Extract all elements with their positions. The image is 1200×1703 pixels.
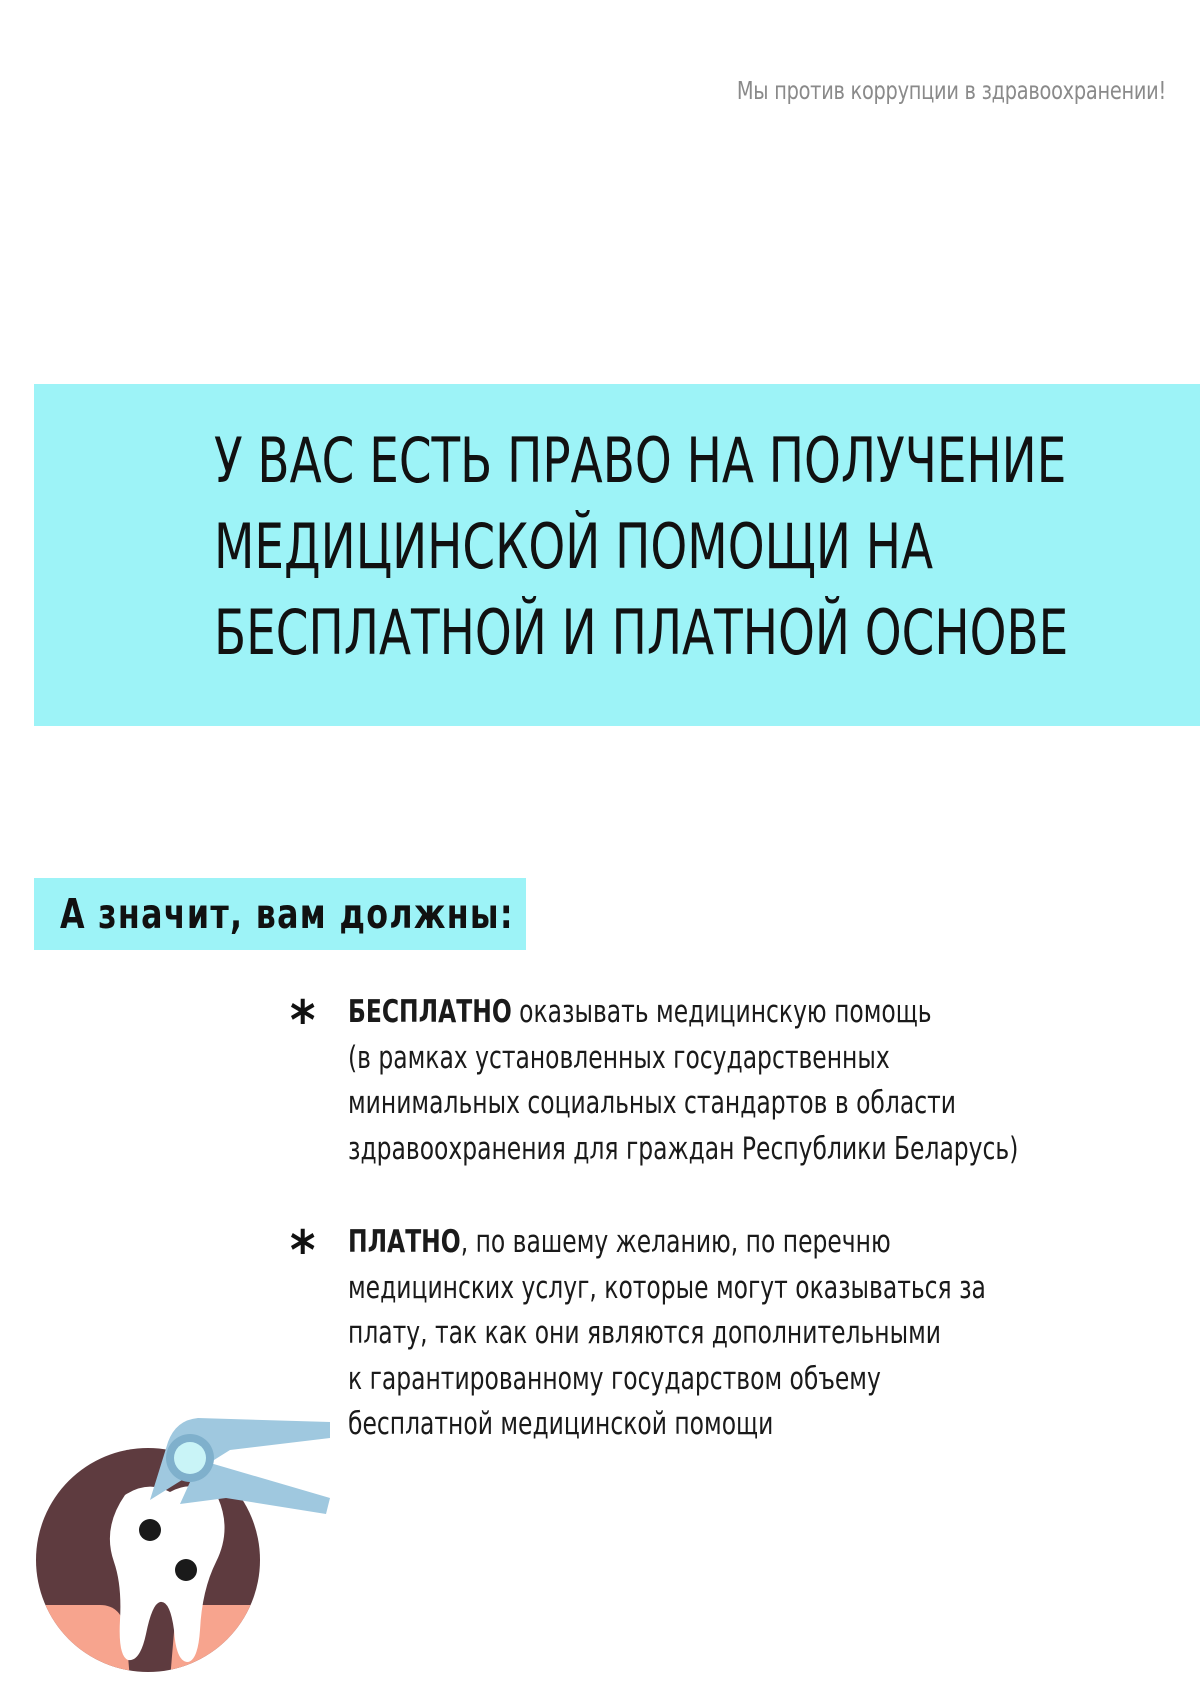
list-item-line: плату, так как они являются дополнительными	[348, 1315, 942, 1351]
title-banner	[34, 384, 1200, 726]
list-item-first-line-rest: оказывать медицинскую помощь	[511, 994, 932, 1030]
list-item-line: (в рамках установленных государственных	[348, 1039, 890, 1076]
list-item-line: бесплатной медицинской помощи	[348, 1406, 774, 1442]
tooth-extraction-forceps-icon	[30, 1380, 350, 1680]
banner-title-line: У ВАС ЕСТЬ ПРАВО НА ПОЛУЧЕНИЕ	[214, 424, 1067, 497]
banner-title-line: МЕДИЦИНСКОЙ ПОМОЩИ НА	[214, 510, 934, 583]
list-item-line: к гарантированному государством объему	[348, 1360, 881, 1397]
list-item-keyword: ПЛАТНО	[348, 1224, 461, 1260]
list-item-line: медицинских услуг, которые могут оказываться за	[348, 1269, 986, 1306]
list-item-first-line	[348, 1220, 986, 1266]
slogan: Мы против коррупции в здравоохранении!	[736, 76, 1166, 105]
sub-heading-box	[34, 878, 526, 950]
banner-title	[214, 418, 1068, 676]
list-item-first-line	[348, 990, 1018, 1036]
asterisk-bullet-icon: *	[290, 1219, 316, 1282]
sub-heading: А значит, вам должны:	[60, 890, 514, 938]
list-item-line: минимальных социальных стандартов в области	[348, 1085, 956, 1121]
list-item-line: здравоохранения для граждан Республики Беларусь)	[348, 1130, 1019, 1167]
list-item-text	[348, 990, 1018, 1172]
list-item-first-line-rest: , по вашему желанию, по перечню	[460, 1224, 891, 1260]
list-item-keyword: БЕСПЛАТНО	[348, 994, 512, 1030]
list-item-text	[348, 1220, 986, 1448]
banner-title-line: БЕСПЛАТНОЙ И ПЛАТНОЙ ОСНОВЕ	[214, 596, 1069, 669]
asterisk-bullet-icon: *	[290, 989, 316, 1052]
